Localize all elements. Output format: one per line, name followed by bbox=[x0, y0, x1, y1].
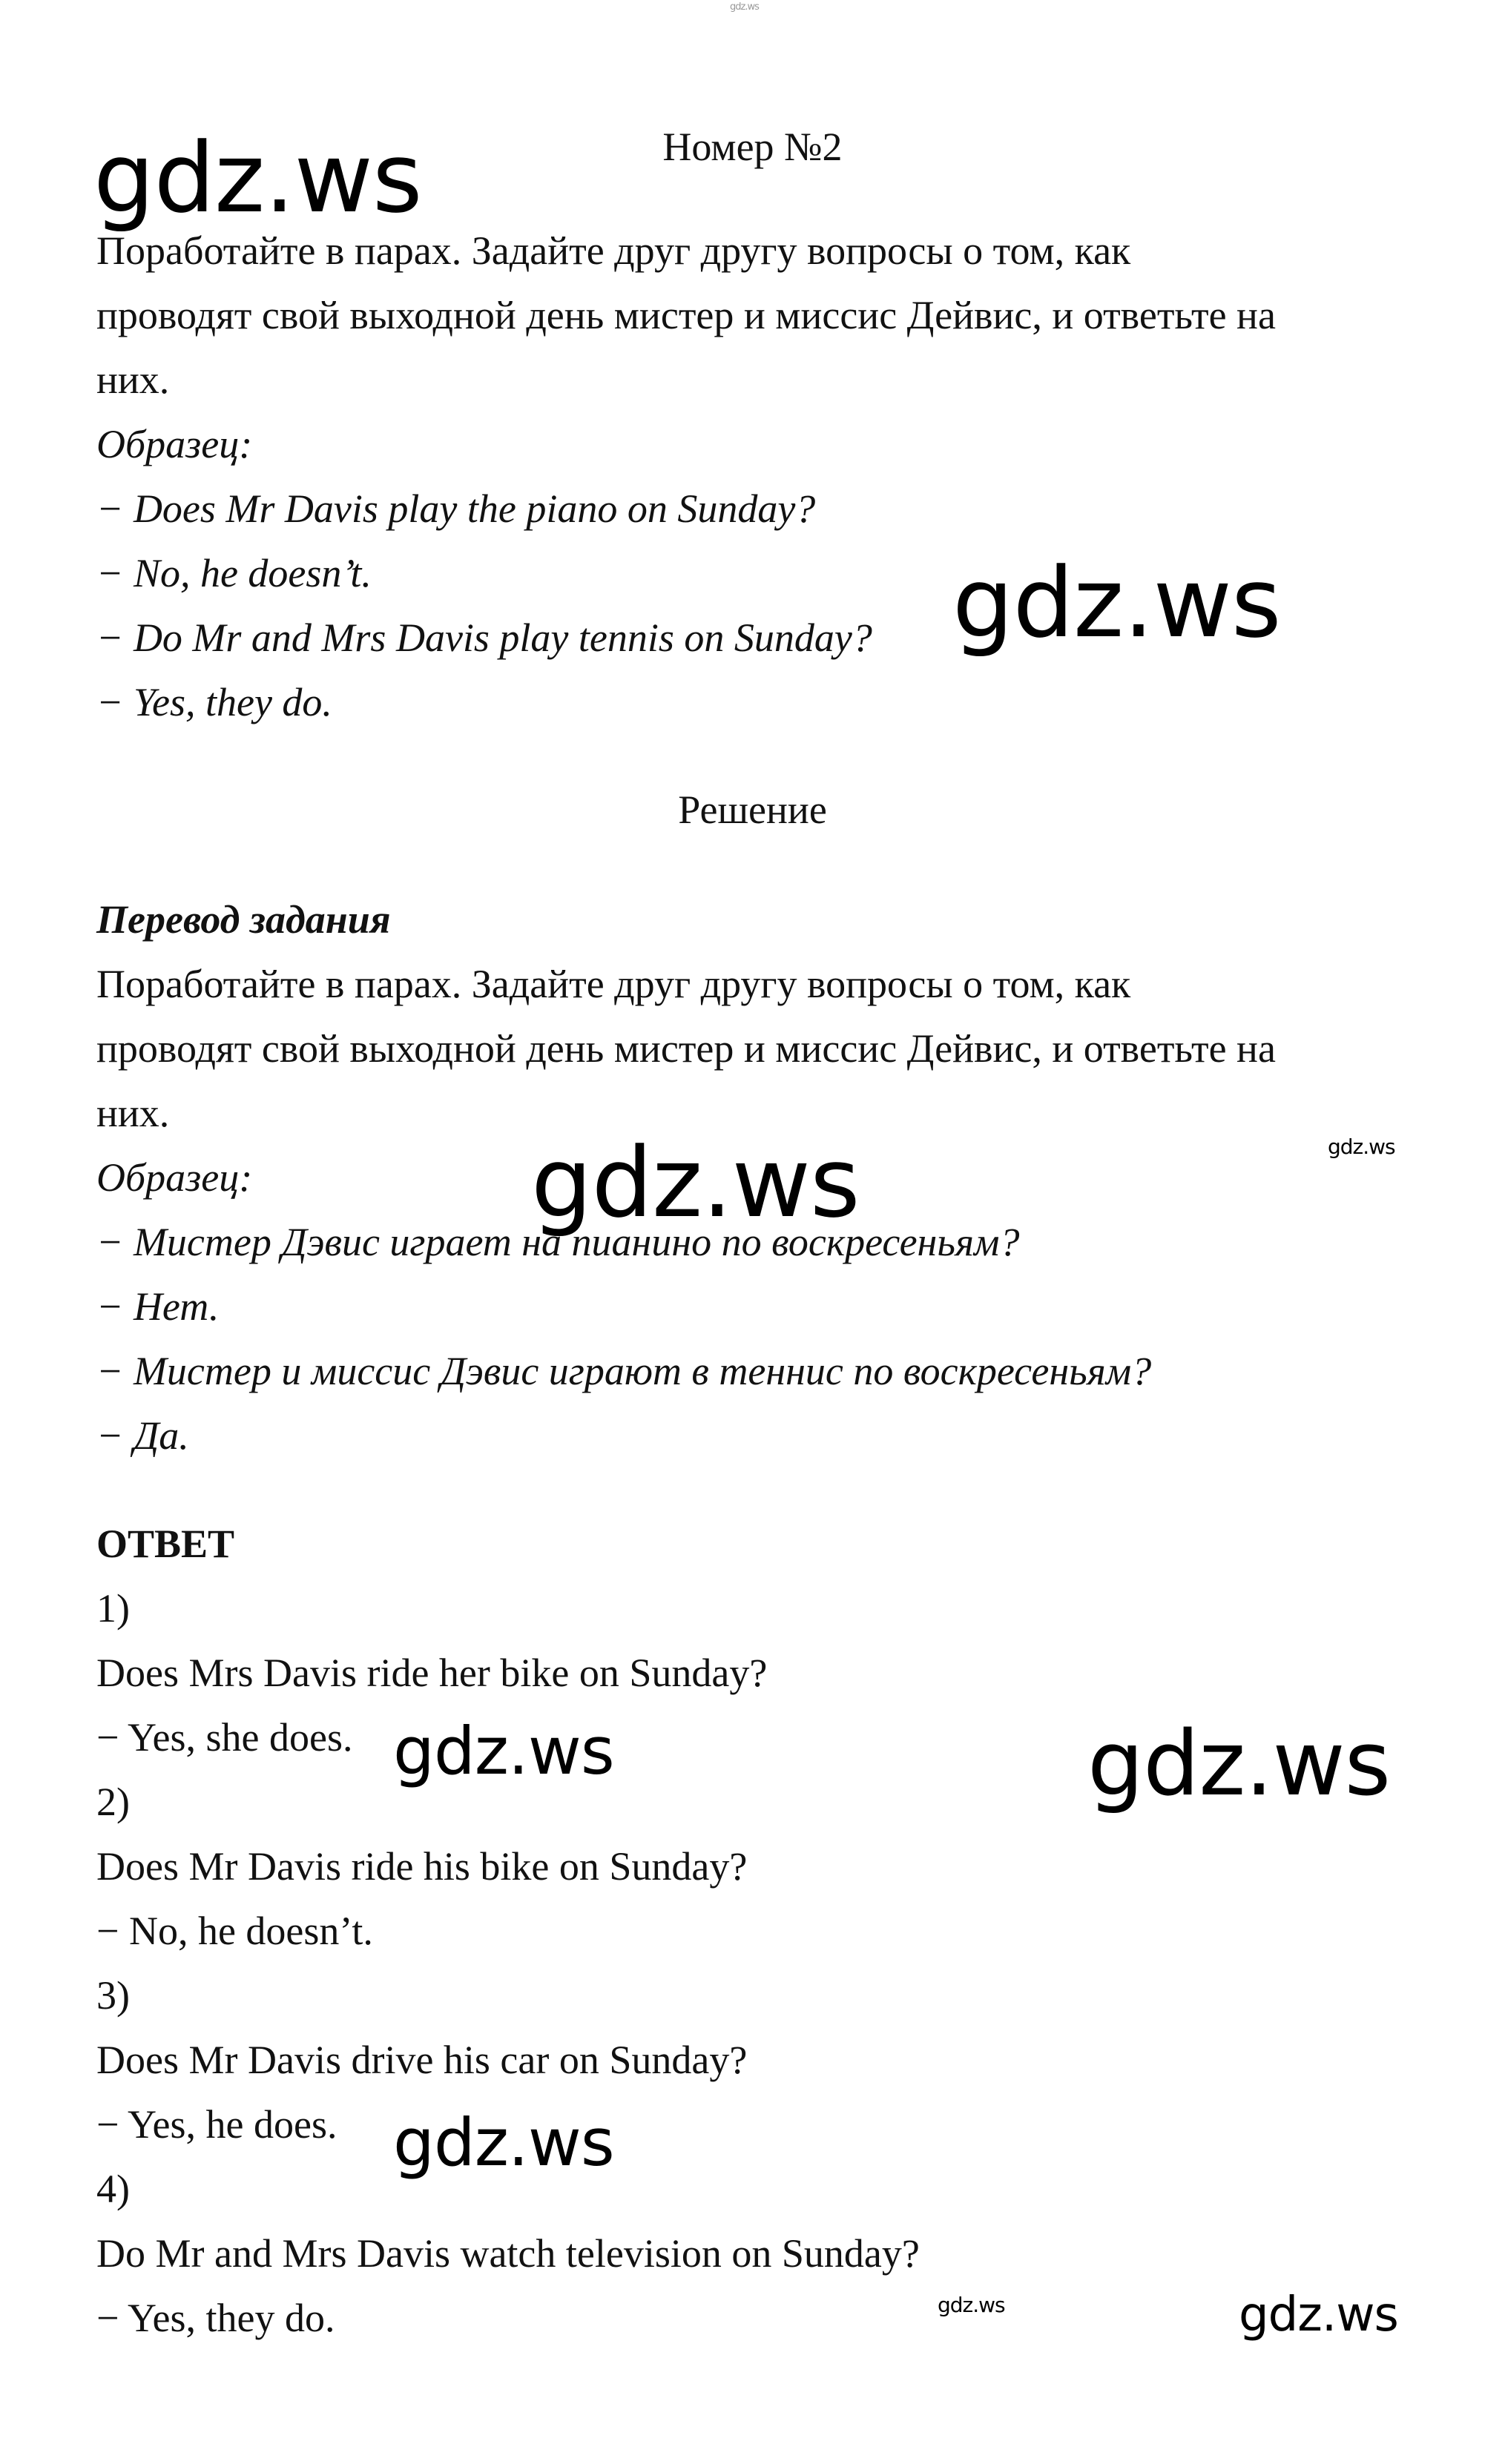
answer-1-number: 1) bbox=[96, 1586, 130, 1631]
translation-sample-line-4: − Да. bbox=[96, 1413, 189, 1458]
task-sample-line-2: − No, he doesn’t. bbox=[96, 551, 372, 595]
answer-3-question: Does Mr Davis drive his car on Sunday? bbox=[96, 2038, 748, 2082]
answer-2-question: Does Mr Davis ride his bike on Sunday? bbox=[96, 1844, 748, 1889]
watermark-answer-1: gdz.ws bbox=[393, 1713, 614, 1789]
translation-line-1: Поработайте в парах. Задайте друг другу вопросы о том, как bbox=[96, 962, 1131, 1006]
task-line-3: них. bbox=[96, 357, 170, 402]
translation-sample-line-1: − Мистер Дэвис играет на пианино по воскресеньям? bbox=[96, 1220, 1020, 1264]
answer-1-reply: − Yes, she does. bbox=[96, 1715, 353, 1760]
watermark-answer-3: gdz.ws bbox=[393, 2104, 614, 2181]
translation-sample-line-3: − Мистер и миссис Дэвис играют в теннис по воскресеньям? bbox=[96, 1349, 1152, 1393]
task-line-2: проводят свой выходной день мистер и миссис Дейвис, и ответьте на bbox=[96, 293, 1276, 337]
translation-line-2: проводят свой выходной день мистер и миссис Дейвис, и ответьте на bbox=[96, 1026, 1276, 1071]
watermark-tiny-top: gdz.ws bbox=[730, 1, 759, 13]
watermark-mid-right: gdz.ws bbox=[952, 546, 1281, 659]
answer-heading: ОТВЕТ bbox=[96, 1522, 235, 1566]
watermark-small-bottom: gdz.ws bbox=[938, 2293, 1005, 2317]
task-sample-line-1: − Does Mr Davis play the piano on Sunday? bbox=[96, 486, 816, 531]
answer-2-reply: − No, he doesn’t. bbox=[96, 1909, 373, 1953]
answer-2-number: 2) bbox=[96, 1780, 130, 1824]
translation-heading: Перевод задания bbox=[96, 897, 391, 942]
translation-line-3: них. bbox=[96, 1091, 170, 1135]
watermark-top-left: gdz.ws bbox=[93, 122, 422, 234]
watermark-center: gdz.ws bbox=[531, 1126, 860, 1239]
solution-heading: Решение bbox=[678, 787, 827, 832]
answer-4-reply: − Yes, they do. bbox=[96, 2296, 335, 2340]
watermark-answer-right: gdz.ws bbox=[1087, 1713, 1391, 1816]
answer-4-number: 4) bbox=[96, 2167, 130, 2211]
watermark-small-right: gdz.ws bbox=[1328, 1134, 1395, 1159]
answer-4-question: Do Mr and Mrs Davis watch television on Sunday? bbox=[96, 2231, 920, 2276]
answer-3-number: 3) bbox=[96, 1973, 130, 2018]
task-sample-line-4: − Yes, they do. bbox=[96, 680, 332, 724]
watermark-bottom-right: gdz.ws bbox=[1239, 2288, 1398, 2342]
task-sample-line-3: − Do Mr and Mrs Davis play tennis on Sunday? bbox=[96, 615, 872, 660]
task-line-1: Поработайте в парах. Задайте друг другу вопросы о том, как bbox=[96, 228, 1131, 273]
answer-1-question: Does Mrs Davis ride her bike on Sunday? bbox=[96, 1651, 768, 1695]
answer-3-reply: − Yes, he does. bbox=[96, 2102, 337, 2147]
page-title: Номер №2 bbox=[662, 125, 843, 169]
translation-sample-line-2: − Нет. bbox=[96, 1284, 220, 1329]
translation-sample-label: Образец: bbox=[96, 1155, 253, 1200]
task-sample-label: Образец: bbox=[96, 422, 253, 466]
